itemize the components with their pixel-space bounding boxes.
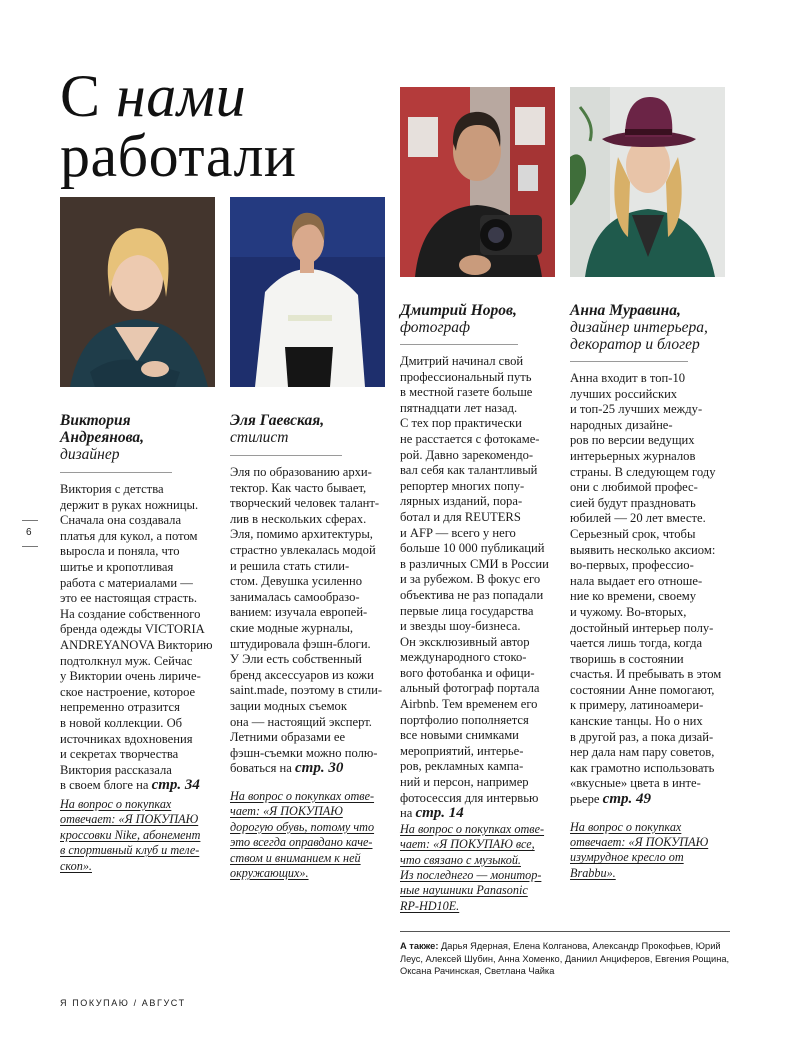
photo-elya <box>230 197 385 387</box>
divider <box>400 344 518 345</box>
credits-divider <box>400 931 730 932</box>
contributor-viktoria <box>60 412 220 874</box>
contributor-name: Виктория <box>60 412 131 429</box>
contributor-quote: На вопрос о покупках отве- чает: «Я ПОКУПАЮ все, что связано с музыкой. Из последнего — монитор- ные наушники Panasonic RP-HD10E. <box>400 821 545 913</box>
photo-anna <box>570 87 725 277</box>
contributor-name: Эля Гаевская, <box>230 412 325 429</box>
contributor-name: Анна Муравина, <box>570 302 681 319</box>
contributor-bio: Дмитрий начинал свой профессиональный путь в местной газете больше пятнадцати лет назад. С тех пор практически не расстается с фотокаме- рой. Давно зарекомендо- вал себя как талантливый репортер многих попу- лярных изданий, пора- ботал и для REUTERS и AFP — всего у него больше 10 000 публикаций в различных СМИ в России и за рубежом. В фокус его объектива не раз попадали первые лица государства и звезды шоу-бизнеса. Он эксклюзивный автор международного стоко- вого фотобанка и офици- альный фотограф портала Airbnb. Тем временем его портфолио пополняется все новыми снимками мероприятий, интерье- ров, рекламных кампа- ний и персон, например фотосессия для интервью на стр. 14 <box>400 354 549 822</box>
credits-label: А также: <box>400 941 439 951</box>
contributor-bio: Анна входит в топ-10 лучших российских и топ-25 лучших между- народных дизайне- ров по версии ведущих интерьерных журналов страны. В следующем году они с любимой профес- сией будут праздновать юбилей — 20 лет вместе. Серьезный срок, чтобы выявить несколько аксиом: во-первых, профессио- нала выдает его отноше- ние ко времени, своему и чужому. Во-вторых, достойный интерьер полу- чается лишь тогда, когда творишь в состоянии счастья. И пребывать в этом состоянии Анне помогают, к примеру, латиноамери- канские танцы. Но о них в другой раз, а пока дизай- нер дала нам пару советов, как грамотно использовать «вкусные» цвета в инте- рьере стр. 49 <box>570 371 722 808</box>
photo-dmitry <box>400 87 555 277</box>
contributor-bio: Эля по образованию архи- тектор. Как часто бывает, творческий человек талант- лив в нескольких сферах. Эля, помимо архитектуры, страстно увлекалась модой и решила стать стили- стом. Девушка усиленно занималась самообразо- ванием: изучала европей- ские модные журналы, штудировала фэшн-блоги. У Эли есть собственный бренд аксессуаров из кожи saint.made, поэтому в стили- зации модных съемок она — настоящий эксперт. Летними образами ее фэшн-съемки можно полю- боваться на стр. 30 <box>230 465 383 777</box>
contributor-quote: На вопрос о покупках отвечает: «Я ПОКУПАЮ кроссовки Nike, абонемент в спортивный клуб и теле- скоп». <box>60 796 201 873</box>
contributor-anna <box>570 302 735 881</box>
contributor-name: Андреянова, <box>60 429 145 446</box>
page-title: С нами работали <box>60 63 297 189</box>
contributor-role: стилист <box>230 429 289 446</box>
contributor-quote: На вопрос о покупках отве- чает: «Я ПОКУПАЮ дорогую обувь, потому что это всегда оправдано каче- ством и вниманием к ней окружающих». <box>230 788 375 880</box>
contributor-role: дизайнер <box>60 446 120 463</box>
additional-credits <box>400 940 730 978</box>
page-number-rule-bottom <box>22 546 38 547</box>
contributor-dmitry <box>400 302 560 914</box>
contributor-name: Дмитрий Норов, <box>400 302 517 319</box>
credits-names: Дарья Ядерная, Елена Колганова, Александр Прокофьев, Юрий Леус, Алексей Шубин, Анна Хоменко, Даниил Анциферов, Евгения Рощина, Оксана Рачинская, Светлана Чайка <box>400 941 730 977</box>
page-number: 6 <box>26 527 32 538</box>
footer-magazine: Я ПОКУПАЮ / АВГУСТ <box>60 998 186 1008</box>
contributor-role: декоратор и блогер <box>570 336 700 353</box>
contributor-quote: На вопрос о покупках отвечает: «Я ПОКУПАЮ изумрудное кресло от Brabbu». <box>570 819 709 880</box>
contributor-elya <box>230 412 390 881</box>
divider <box>570 361 688 362</box>
contributor-role: фотограф <box>400 319 471 336</box>
page-number-rule-top <box>22 520 38 521</box>
page-reference: стр. 30 <box>295 760 344 777</box>
page-reference: стр. 49 <box>602 791 651 808</box>
contributor-bio: Виктория с детства держит в руках ножницы. Сначала она создавала платья для кукол, а потом выросла и поняла, что шитье и кропотливая работа с материалами — это ее настоящая страсть. На создание собственного бренда одежды VICTORIA ANDREYANOVA Викторию подтолкнул муж. Сейчас у Виктории очень лириче- ское настроение, которое непременно отразится в новой коллекции. Об источниках вдохновения и секретах творчества Виктория рассказала в своем блоге на стр. 34 <box>60 482 213 794</box>
page-reference: стр. 14 <box>415 805 464 822</box>
divider <box>230 455 342 456</box>
page-reference: стр. 34 <box>151 777 200 794</box>
divider <box>60 472 172 473</box>
contributor-role: дизайнер интерьера, <box>570 319 708 336</box>
photo-viktoria <box>60 197 215 387</box>
